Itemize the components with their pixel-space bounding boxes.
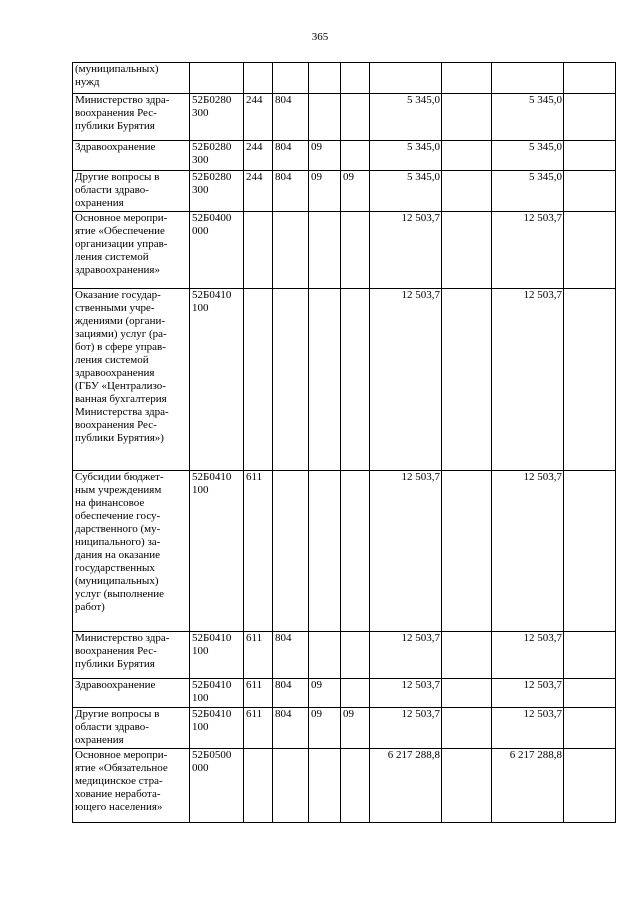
cell-empty1 bbox=[442, 289, 492, 471]
cell-amount: 12 503,7 bbox=[370, 679, 442, 708]
cell-amount: 5 345,0 bbox=[370, 171, 442, 212]
cell-amount: 12 503,7 bbox=[370, 632, 442, 679]
cell-subsection bbox=[341, 289, 370, 471]
cell-section: 09 bbox=[309, 141, 341, 171]
cell-section bbox=[309, 749, 341, 823]
cell-amount-total: 5 345,0 bbox=[492, 94, 564, 141]
cell-amount-total: 12 503,7 bbox=[492, 289, 564, 471]
cell-empty1 bbox=[442, 632, 492, 679]
cell-subsection bbox=[341, 632, 370, 679]
cell-amount: 6 217 288,8 bbox=[370, 749, 442, 823]
cell-name: Оказание государ- ственными учре- ждениями (органи- зациями) услуг (ра- бот) в сфере управ- ления системой здравоохранения (ГБУ «Централизо- ванная бухгалтерия Министерства здра- воохранения Рес- публики Бурятия») bbox=[73, 289, 190, 471]
cell-amount-total: 12 503,7 bbox=[492, 471, 564, 632]
cell-section: 09 bbox=[309, 679, 341, 708]
cell-empty2 bbox=[564, 94, 616, 141]
cell-vr bbox=[244, 212, 273, 289]
cell-name: Субсидии бюджет- ным учреждениям на финансовое обеспечение госу- дарственного (му- ниципального) за- дания на оказание государственных (муниципальных) услуг (выполнение работ) bbox=[73, 471, 190, 632]
cell-csr: 52Б0280 300 bbox=[190, 94, 244, 141]
cell-vr bbox=[244, 289, 273, 471]
cell-amount-total bbox=[492, 63, 564, 94]
cell-empty1 bbox=[442, 171, 492, 212]
cell-vr bbox=[244, 63, 273, 94]
budget-table bbox=[72, 62, 616, 823]
table-row bbox=[73, 63, 616, 94]
cell-empty1 bbox=[442, 212, 492, 289]
cell-name: Другие вопросы в области здраво- охранения bbox=[73, 708, 190, 749]
cell-vr: 244 bbox=[244, 94, 273, 141]
table-body bbox=[73, 63, 616, 823]
cell-subsection bbox=[341, 679, 370, 708]
cell-subsection bbox=[341, 141, 370, 171]
cell-subsection: 09 bbox=[341, 171, 370, 212]
cell-csr: 52Б0410 100 bbox=[190, 708, 244, 749]
table-row bbox=[73, 749, 616, 823]
cell-vr: 244 bbox=[244, 171, 273, 212]
cell-empty2 bbox=[564, 471, 616, 632]
cell-amount: 5 345,0 bbox=[370, 94, 442, 141]
cell-section bbox=[309, 212, 341, 289]
cell-amount: 5 345,0 bbox=[370, 141, 442, 171]
cell-empty1 bbox=[442, 679, 492, 708]
cell-amount-total: 5 345,0 bbox=[492, 171, 564, 212]
cell-empty2 bbox=[564, 289, 616, 471]
cell-empty2 bbox=[564, 171, 616, 212]
table-row bbox=[73, 171, 616, 212]
table-row bbox=[73, 679, 616, 708]
cell-amount-total: 12 503,7 bbox=[492, 679, 564, 708]
cell-grbs bbox=[273, 63, 309, 94]
cell-csr: 52Б0500 000 bbox=[190, 749, 244, 823]
cell-empty2 bbox=[564, 708, 616, 749]
cell-grbs: 804 bbox=[273, 632, 309, 679]
cell-vr: 611 bbox=[244, 471, 273, 632]
cell-section bbox=[309, 63, 341, 94]
cell-csr: 52Б0400 000 bbox=[190, 212, 244, 289]
cell-subsection: 09 bbox=[341, 708, 370, 749]
table-row bbox=[73, 708, 616, 749]
cell-amount-total: 12 503,7 bbox=[492, 632, 564, 679]
cell-vr: 611 bbox=[244, 632, 273, 679]
cell-subsection bbox=[341, 63, 370, 94]
cell-empty1 bbox=[442, 708, 492, 749]
page-number: 365 bbox=[311, 31, 329, 43]
cell-name: Здравоохранение bbox=[73, 679, 190, 708]
cell-amount-total: 12 503,7 bbox=[492, 708, 564, 749]
cell-amount bbox=[370, 63, 442, 94]
cell-section bbox=[309, 471, 341, 632]
cell-grbs bbox=[273, 749, 309, 823]
cell-section bbox=[309, 94, 341, 141]
cell-subsection bbox=[341, 471, 370, 632]
cell-name: (муниципальных) нужд bbox=[73, 63, 190, 94]
cell-amount: 12 503,7 bbox=[370, 471, 442, 632]
cell-csr bbox=[190, 63, 244, 94]
cell-empty1 bbox=[442, 141, 492, 171]
cell-name: Здравоохранение bbox=[73, 141, 190, 171]
cell-grbs: 804 bbox=[273, 171, 309, 212]
cell-empty2 bbox=[564, 679, 616, 708]
cell-empty1 bbox=[442, 749, 492, 823]
cell-grbs: 804 bbox=[273, 679, 309, 708]
cell-empty2 bbox=[564, 212, 616, 289]
cell-empty2 bbox=[564, 632, 616, 679]
cell-amount: 12 503,7 bbox=[370, 212, 442, 289]
cell-empty1 bbox=[442, 94, 492, 141]
cell-name: Основное меропри- ятие «Обязательное медицинское стра- хование неработа- ющего населения» bbox=[73, 749, 190, 823]
cell-grbs bbox=[273, 471, 309, 632]
cell-section bbox=[309, 289, 341, 471]
cell-csr: 52Б0410 100 bbox=[190, 632, 244, 679]
cell-amount-total: 12 503,7 bbox=[492, 212, 564, 289]
table-row bbox=[73, 632, 616, 679]
table-row bbox=[73, 94, 616, 141]
table-row bbox=[73, 289, 616, 471]
cell-csr: 52Б0410 100 bbox=[190, 289, 244, 471]
cell-subsection bbox=[341, 749, 370, 823]
cell-csr: 52Б0410 100 bbox=[190, 679, 244, 708]
cell-csr: 52Б0280 300 bbox=[190, 171, 244, 212]
cell-subsection bbox=[341, 212, 370, 289]
cell-empty2 bbox=[564, 749, 616, 823]
table-row bbox=[73, 471, 616, 632]
cell-name: Основное меропри- ятие «Обеспечение организации управ- ления системой здравоохранения» bbox=[73, 212, 190, 289]
cell-subsection bbox=[341, 94, 370, 141]
cell-vr bbox=[244, 749, 273, 823]
cell-vr: 244 bbox=[244, 141, 273, 171]
cell-vr: 611 bbox=[244, 679, 273, 708]
cell-amount: 12 503,7 bbox=[370, 289, 442, 471]
cell-vr: 611 bbox=[244, 708, 273, 749]
cell-amount: 12 503,7 bbox=[370, 708, 442, 749]
cell-amount-total: 6 217 288,8 bbox=[492, 749, 564, 823]
cell-grbs bbox=[273, 289, 309, 471]
cell-empty2 bbox=[564, 63, 616, 94]
cell-csr: 52Б0280 300 bbox=[190, 141, 244, 171]
cell-name: Другие вопросы в области здраво- охранения bbox=[73, 171, 190, 212]
table-row bbox=[73, 141, 616, 171]
cell-amount-total: 5 345,0 bbox=[492, 141, 564, 171]
cell-csr: 52Б0410 100 bbox=[190, 471, 244, 632]
cell-section: 09 bbox=[309, 708, 341, 749]
cell-grbs: 804 bbox=[273, 94, 309, 141]
cell-section: 09 bbox=[309, 171, 341, 212]
cell-grbs bbox=[273, 212, 309, 289]
cell-name: Министерство здра- воохранения Рес- публики Бурятия bbox=[73, 94, 190, 141]
cell-section bbox=[309, 632, 341, 679]
cell-empty2 bbox=[564, 141, 616, 171]
cell-empty1 bbox=[442, 471, 492, 632]
cell-name: Министерство здра- воохранения Рес- публики Бурятия bbox=[73, 632, 190, 679]
cell-grbs: 804 bbox=[273, 708, 309, 749]
table-row bbox=[73, 212, 616, 289]
cell-empty1 bbox=[442, 63, 492, 94]
cell-grbs: 804 bbox=[273, 141, 309, 171]
